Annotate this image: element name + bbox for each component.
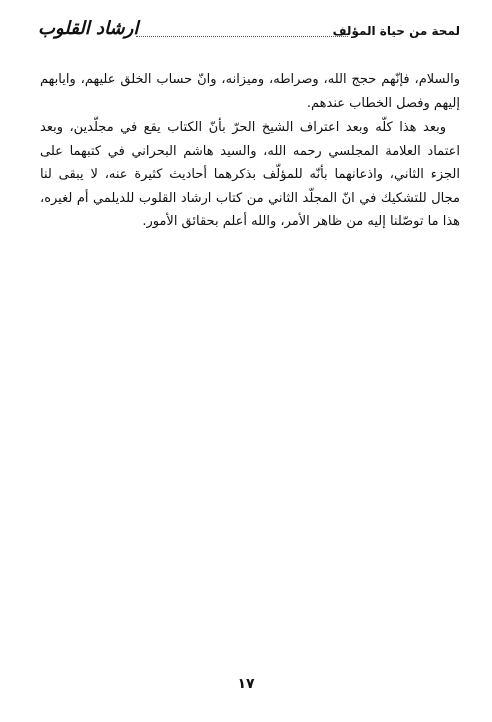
paragraph: والسلام، فإنّهم حجج الله، وصراطه، وميزانه، وانّ حساب الخلق عليهم، وايابهم إليهم وفصل الخطاب عندهم. [40, 72, 460, 111]
header-divider [136, 36, 348, 37]
paragraph: وبعد هذا كلّه وبعد اعتراف الشيخ الحرّ بأنّ الكتاب يقع في مجلّدين، وبعد اعتماد العلامة المجلسي رحمه الله، والسيد هاشم البحراني في كتبهما على الجزء الثاني، واذعانهما بأنّه للمؤلّف بذكرهما أحاديث كثيرة عنه، لا يبقى لنا مجال للتشكيك في انّ المجلّد الثاني من كتاب ارشاد القلوب للديلمي أم لغيره، هذا ما توصّلنا إليه من ظاهر الأمر، والله أعلم بحقائق الأمور. [40, 120, 460, 229]
body-text [40, 68, 460, 235]
chapter-title: لمحة من حياة المؤلف [332, 24, 460, 38]
page-number: ١٧ [237, 676, 255, 692]
page-header [38, 18, 460, 52]
book-logo: ارشاد القلوب [38, 18, 139, 39]
